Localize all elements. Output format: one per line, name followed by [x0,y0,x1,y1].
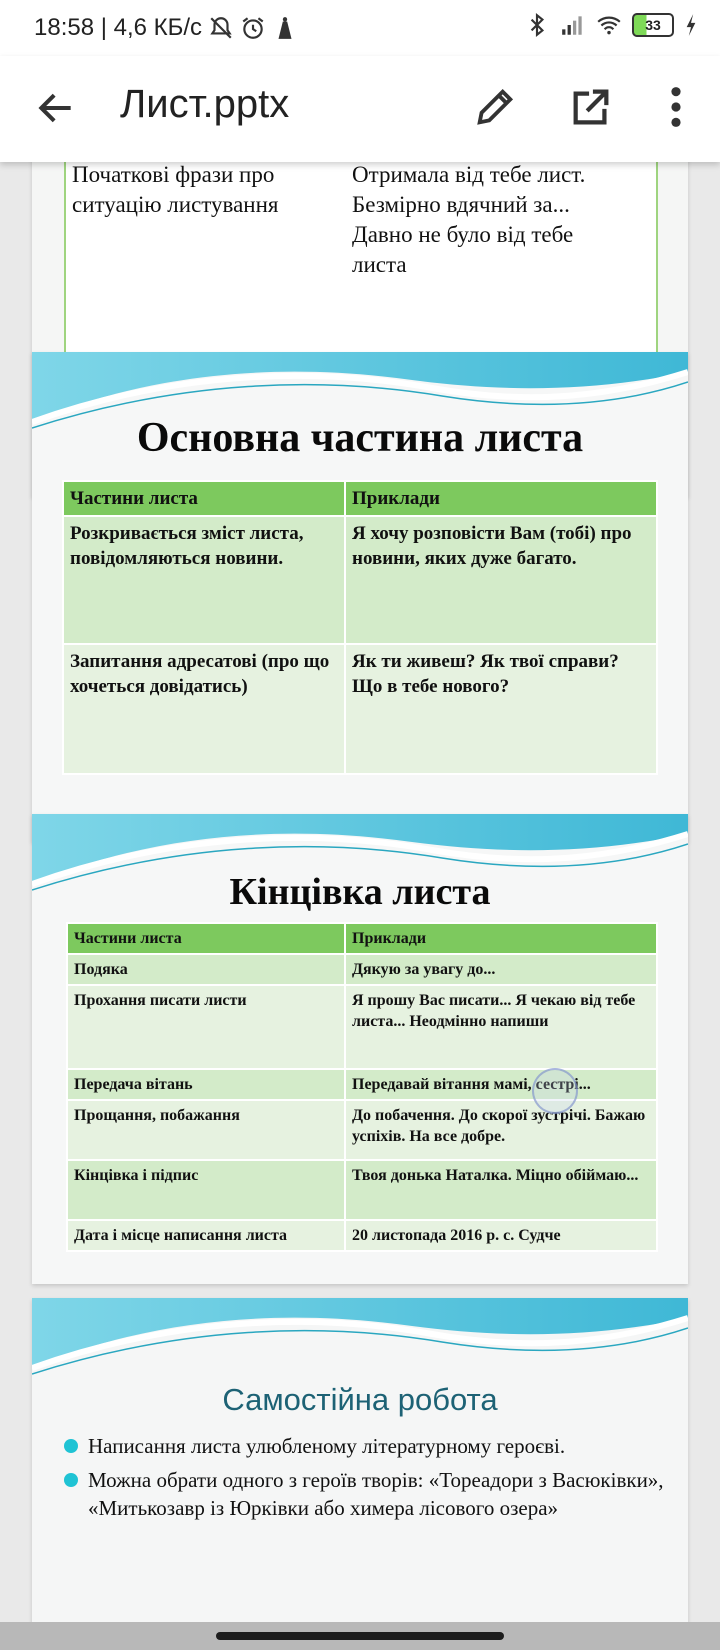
touch-indicator [532,1068,578,1114]
phrase-category: Початкові фрази про ситуацію листування [72,162,279,217]
table-row [67,1160,657,1220]
table-cell: Розкривається зміст листа, повідомляються новини. [63,516,345,644]
table-cell: Я хочу розповісти Вам (тобі) про новини, яких дуже багато. [345,516,657,644]
phrase-line: листа [352,252,407,277]
home-handle[interactable] [216,1632,504,1640]
charging-icon [684,12,698,38]
slide-title: Кінцівка листа [229,871,491,913]
table-header-cell: Частини листа [63,481,345,516]
phrase-line: Безмірно вдячний за... [352,192,570,217]
bullet-text: Написання листа улюбленому літературному героєві. [88,1434,566,1458]
status-bar [0,0,720,56]
status-time-speed: 18:58 | 4,6 КБ/с [34,14,203,41]
bullet-text: Можна обрати одного з героїв творів: «Тореадори з Васюківки», «Митькозавр із Юрківки або химера лісового озера» [88,1468,664,1520]
main-part-table [62,480,658,775]
open-external-icon[interactable] [568,84,614,130]
slide-2 [32,352,688,842]
phrase-line: Отримала від тебе лист. [352,162,586,187]
notifications-off-icon [208,15,234,41]
app-bar [0,56,720,162]
document-title: Лист.pptx [120,82,290,126]
table-row [67,1220,657,1251]
table-row [63,644,657,774]
table-row [67,954,657,985]
table-cell: Як ти живеш? Як твої справи? Що в тебе нового? [345,644,657,774]
list-item [62,1432,672,1460]
table-header-cell: Частини листа [67,923,345,954]
table-header [67,923,657,954]
table-cell: Прохання писати листи [67,985,345,1069]
table-row [63,516,657,644]
gesture-nav-bar [0,1622,720,1650]
table-header-cell: Приклади [345,923,657,954]
table-cell: Запитання адресатові (про що хочеться довідатись) [63,644,345,774]
signal-icon [560,12,586,38]
table-cell: Твоя донька Наталка. Міцно обіймаю... [345,1160,657,1220]
table-cell: Дякую за увагу до... [345,954,657,985]
alarm-icon [240,15,266,41]
wifi-icon [596,12,622,38]
edit-pencil-icon[interactable] [472,84,518,130]
bullet-list [62,1432,672,1528]
table-cell: Я прошу Вас писати... Я чекаю від тебе листа... Неодмінно напиши [345,985,657,1069]
bullet-dot-icon [64,1473,78,1487]
table-header [63,481,657,516]
bluetooth-icon [524,12,550,38]
table-cell: До побачення. До скорої зустрічі. Бажаю успіхів. На все добре. [345,1100,657,1160]
table-cell: Подяка [67,954,345,985]
table-cell: Передача вітань [67,1069,345,1100]
phrase-examples [352,162,642,280]
list-item [62,1466,672,1522]
table-cell: Прощання, побажання [67,1100,345,1160]
table-cell: 20 листопада 2016 р. с. Судче [345,1220,657,1251]
table-cell: Дата і місце написання листа [67,1220,345,1251]
slide-title: Основна частина листа [136,415,584,461]
table-cell: Передавай вітання мамі, сестрі... [345,1069,657,1100]
phrase-line: Давно не було від тебе [352,222,574,247]
more-options-icon[interactable] [664,84,688,130]
battery-indicator: 33 [632,13,674,37]
table-cell: Кінцівка і підпис [67,1160,345,1220]
table-row [67,985,657,1069]
back-arrow-icon[interactable] [34,86,78,130]
slide-4 [32,1298,688,1622]
bullet-dot-icon [64,1439,78,1453]
table-header-cell: Приклади [345,481,657,516]
slides-viewport[interactable] [0,162,720,1622]
slide-title: Самостійна робота [222,1382,498,1417]
slide-3 [32,814,688,1284]
app-notification-icon [272,15,298,41]
